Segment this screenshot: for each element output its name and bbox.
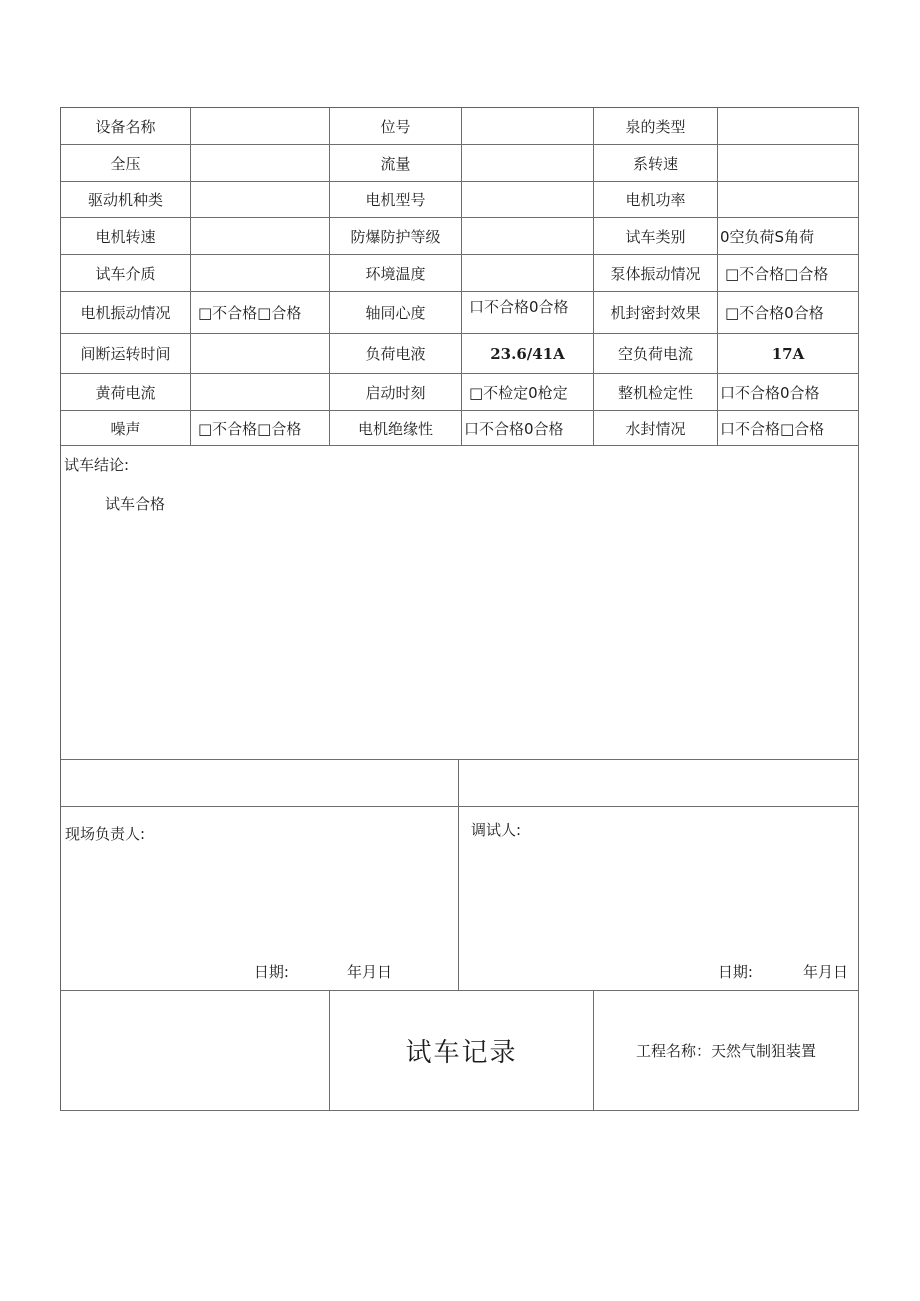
label-test-medium: 试车介质: [61, 255, 191, 292]
table-row: [61, 182, 859, 218]
label-pump-type: 泉的类型: [594, 108, 718, 145]
date-label: 日期:: [717, 963, 753, 981]
label-pump-body-vibration: 泵体振动情况: [594, 255, 718, 292]
value-load-current: 23.6/41A: [462, 334, 594, 374]
value-mechanical-seal-effect: □不合格0合格: [718, 292, 859, 334]
label-motor-insulation: 电机绝缘性: [330, 411, 462, 446]
conclusion-value: 试车合格: [105, 495, 166, 513]
value-load-current-2: [191, 374, 330, 411]
table-row: [61, 334, 859, 374]
table-row: [61, 760, 859, 807]
value-device-name: [191, 108, 330, 145]
label-rated-speed: 系转速: [594, 145, 718, 182]
conclusion-label: 试车结论:: [64, 456, 130, 474]
table-row: [61, 218, 859, 255]
date-placeholder: 年月日: [802, 963, 848, 981]
value-pump-body-vibration: □不合格□合格: [718, 255, 859, 292]
label-load-current: 负荷电液: [330, 334, 462, 374]
label-mechanical-seal-effect: 机封密封效果: [594, 292, 718, 334]
label-full-pressure: 全压: [61, 145, 191, 182]
conclusion-cell: [61, 446, 859, 760]
label-flow-rate: 流量: [330, 145, 462, 182]
table-row: [61, 411, 859, 446]
value-start-time: □不检定0枪定: [462, 374, 594, 411]
site-manager-label: 现场负责人:: [65, 825, 146, 843]
value-motor-power: [718, 182, 859, 218]
label-no-load-current: 空负荷电流: [594, 334, 718, 374]
value-motor-vibration: □不合格□合格: [191, 292, 330, 334]
value-ambient-temperature: [462, 255, 594, 292]
value-test-medium: [191, 255, 330, 292]
value-intermittent-run-time: [191, 334, 330, 374]
site-manager-signature-cell: [61, 807, 459, 991]
table-row: [61, 374, 859, 411]
date-row: [61, 961, 458, 990]
label-motor-power: 电机功率: [594, 182, 718, 218]
table-row: [61, 145, 859, 182]
value-pump-type: [718, 108, 859, 145]
table-row: [61, 446, 859, 760]
label-whole-machine-verification: 整机检定性: [594, 374, 718, 411]
project-name-cell: 工程名称：天然气制狙装置: [594, 991, 859, 1111]
footer-empty-cell: [61, 991, 330, 1111]
label-explosion-proof-rating: 防爆防护等级: [330, 218, 462, 255]
value-rated-speed: [718, 145, 859, 182]
value-whole-machine-verification: 口不合格0合格: [718, 374, 859, 411]
date-row: [459, 961, 858, 990]
label-device-name: 设备名称: [61, 108, 191, 145]
table-row: [61, 292, 859, 334]
value-motor-model: [462, 182, 594, 218]
label-load-current-2: 黄荷电流: [61, 374, 191, 411]
empty-cell-right: [459, 760, 859, 807]
label-motor-speed: 电机转速: [61, 218, 191, 255]
label-water-seal-condition: 水封情况: [594, 411, 718, 446]
label-test-run-category: 试车类别: [594, 218, 718, 255]
value-explosion-proof-rating: [462, 218, 594, 255]
table-row: [61, 108, 859, 145]
value-water-seal-condition: 口不合格□合格: [718, 411, 859, 446]
label-noise: 噪声: [61, 411, 191, 446]
table-row: [61, 255, 859, 292]
value-no-load-current: 17A: [718, 334, 859, 374]
value-noise: □不合格□合格: [191, 411, 330, 446]
label-shaft-concentricity: 轴同心度: [330, 292, 462, 334]
value-test-run-category: 0空负荷S角荷: [718, 218, 859, 255]
label-driver-type: 驱动机种类: [61, 182, 191, 218]
value-motor-insulation: 口不合格0合格: [462, 411, 594, 446]
value-shaft-concentricity: 口不合格0合格: [462, 292, 594, 334]
value-flow-rate: [462, 145, 594, 182]
value-full-pressure: [191, 145, 330, 182]
label-motor-vibration: 电机振动情况: [61, 292, 191, 334]
commissioner-label: 调试人:: [471, 821, 522, 839]
date-label: 日期:: [253, 963, 289, 981]
value-motor-speed: [191, 218, 330, 255]
label-start-time: 启动时刻: [330, 374, 462, 411]
value-driver-type: [191, 182, 330, 218]
value-tag-number: [462, 108, 594, 145]
document-title: 试车记录: [330, 991, 594, 1111]
label-ambient-temperature: 环境温度: [330, 255, 462, 292]
empty-cell-left: [61, 760, 459, 807]
commissioner-signature-cell: [459, 807, 859, 991]
label-intermittent-run-time: 间断运转时间: [61, 334, 191, 374]
label-motor-model: 电机型号: [330, 182, 462, 218]
table-row: [61, 807, 859, 991]
table-row: [61, 991, 859, 1111]
label-tag-number: 位号: [330, 108, 462, 145]
test-run-record-form: [60, 107, 859, 1111]
date-placeholder: 年月日: [346, 963, 392, 981]
